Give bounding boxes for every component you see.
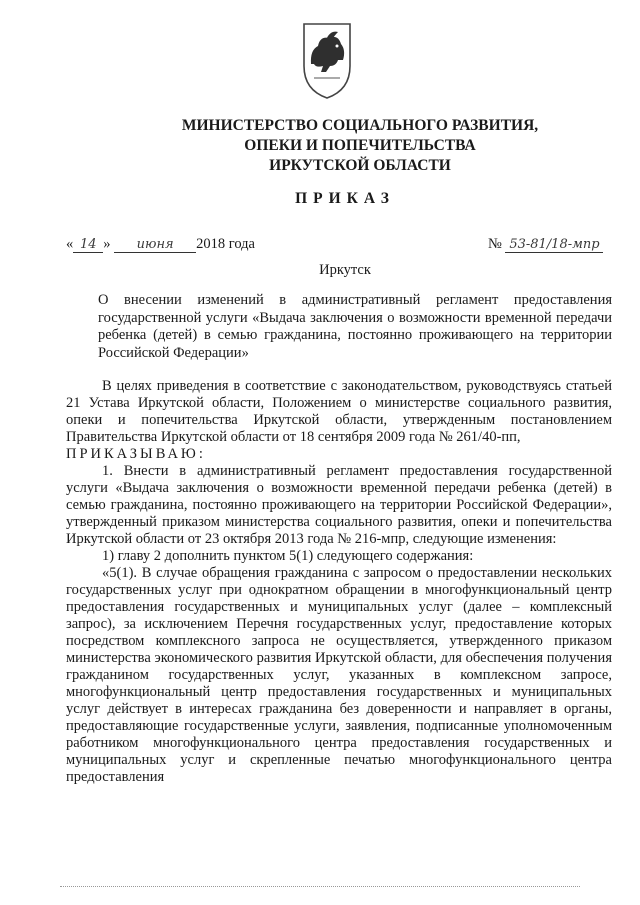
document-subject: О внесении изменений в административный регламент предоставления государственной услуги «Выдача заключения о возможности временной передачи ребенка (детей) в семью гражданина, постоянно проживающего на территории Российской Федерации» [98,292,612,361]
date-open-quote: « [66,236,74,252]
document-date [66,236,255,253]
ministry-line-1: МИНИСТЕРСТВО СОЦИАЛЬНОГО РАЗВИТИЯ, [181,117,539,134]
document-city: Иркутск [319,262,371,278]
date-close-quote: » [103,236,111,252]
document-type-title: ПРИКАЗ [295,190,395,207]
item-1-1-paragraph: 1) главу 2 дополнить пунктом 5(1) следующего содержания: [102,548,474,564]
ministry-name [150,116,570,176]
item-1-paragraph: 1. Внести в административный регламент предоставления государственной услуги «Выдача заключения о возможности временной передачи ребенка (детей) в семью гражданина, постоянно проживающего на территории Российской Федерации», утвержденный приказом министерства социального развития, опеки и попечительства Иркутской области от 23 октября 2013 года № 216-мпр, следующие изменения: [66,463,612,547]
order-word: ПРИКАЗЫВАЮ: [66,446,206,462]
coat-of-arms-emblem [296,20,358,102]
ministry-line-2: ОПЕКИ И ПОПЕЧИТЕЛЬСТВА [244,137,476,154]
date-month: июня [114,238,196,253]
preamble-paragraph: В целях приведения в соответствие с законодательством, руководствуясь статьей 21 Устава Иркутской области, Положением о министерстве социального развития, опеки и попечительства Иркутской области, утвержденным постановлением Правительства Иркутской области от 18 сентября 2009 года № 261/40-пп, [66,378,612,445]
number-value: 53-81/18-мпр [505,238,603,253]
quoted-clause-paragraph: «5(1). В случае обращения гражданина с запросом о предоставлении нескольких государственных услуг при однократном обращении в многофункциональный центр предоставления государственных и муниципальных услуг (далее – комплексный запрос), за исключением Перечня государственных услуг, предоставление которых посредством комплексного запроса не осуществляется, утвержденного приказом министерства экономического развития Иркутской области, для обеспечения получения гражданином государственных услуг, указанных в комплексном запросе, многофункциональный центр предоставления государственных и муниципальных услуг действует в интересах гражданина без доверенности и направляет в органы, предоставляющие государственные услуги, заявления, подписанные уполномоченным работником многофункционального центра предоставления государственных и муниципальных услуг и скрепленные печатью многофункционального центра предоставления [66,565,612,785]
document-number [488,236,603,253]
document-body [66,378,612,786]
date-year: 2018 года [196,236,255,252]
ministry-line-3: ИРКУТСКОЙ ОБЛАСТИ [269,157,451,174]
number-sign: № [488,236,502,252]
footer-divider [60,886,580,887]
date-day: 14 [73,238,103,253]
